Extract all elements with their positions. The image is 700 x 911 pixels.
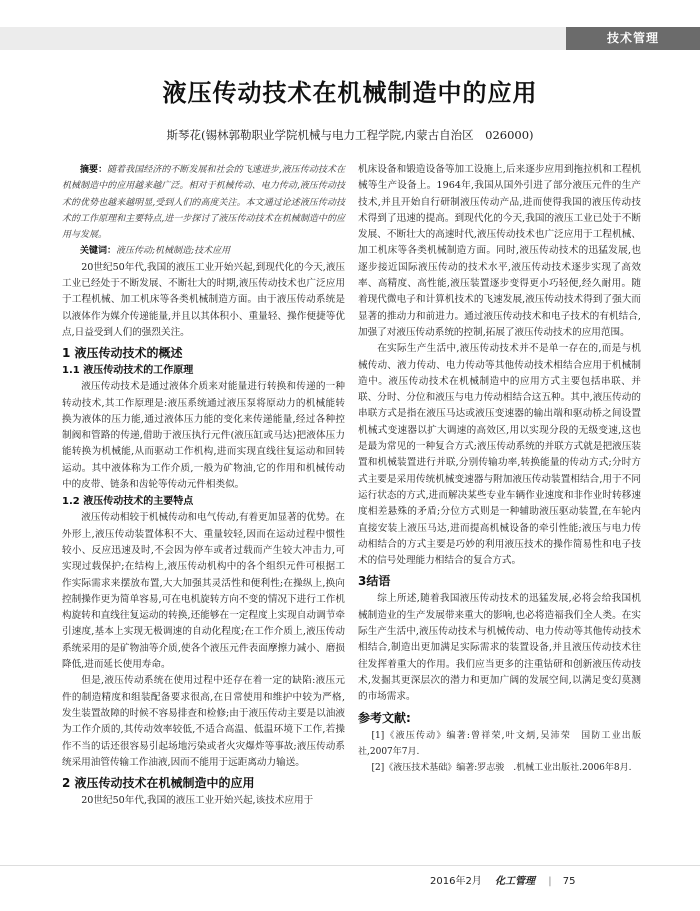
section1-2-paragraph-1: 液压传动相较于机械传动和电气传动,有着更加显著的优势。在外形上,液压传动装置体积不大、重量较轻,因而在运动过程中惯性较小、反应迅速及时,不会因为停车或者过载而产生较大冲击力,可实现过载保护;在结构上,液压传动机构中的各个组织元件可根据工作实际需求来摆放布置,大大加强其灵活性和便利性;在操纵上,换向控制操作更为简单容易,可在电机旋转方向不变的情况下进行工作机构旋转和直线往复运动的转换,还能够在一定程度上实现自动调节牵引速度,基本上实现无极调速的自动化程度;在工作介质上,液压传动系统采用的是矿物油等介质,使各个液压元件表面摩擦力减小、磨损降低,进而延长使用寿命。 xyxy=(62,512,345,671)
page-footer xyxy=(430,872,575,887)
section3-text: 综上所述,随着我国液压传动技术的迅猛发展,必将会给我国机械制造业的生产发展带来重大的影响,也必将造福我们全人类。在实际生产生活中,液压传动技术与机械传动、电力传动等其他传动技术相结合,制造出更加满足实际需求的装置设备,并且液压传动技术往往发挥着重大的作用。我们应当更多的注重钻研和创新液压传动技术,发掘其更深层次的潜力和更加广阔的发展空间,以满足变幻莫测的市场需求。 xyxy=(358,593,641,703)
section1-2-heading: 1.2 液压传动技术的主要特点 xyxy=(62,496,194,508)
intro-paragraph: 20世纪50年代,我国的液压工业开始兴起,到现代化的今天,液压工业已经处于不断发展、不断壮大的时期,液压传动技术也广泛应用于工程机械、加工机床等各类机械制造方面。由于液压传动系统是以液体作为媒介传递能量,并且以其体积小、重量轻、操作便捷等优点,日益受到人们的强烈关注。 xyxy=(62,261,346,338)
section1-1-heading: 1.1 液压传动技术的工作原理 xyxy=(62,365,194,377)
abstract-label: 摘要： xyxy=(80,165,108,175)
footer-separator: | xyxy=(548,876,552,887)
reference-item-1: [1]《液压传动》编著:曾祥荣,叶文炳,吴沛荣 国防工业出版社,2007年7月. xyxy=(358,730,641,757)
section1-heading: 1 液压传动技术的概述 xyxy=(62,346,183,361)
keywords xyxy=(62,243,345,259)
keywords-text: 液压传动;机械制造;技术应用 xyxy=(116,246,231,257)
keywords-label: 关键词： xyxy=(80,246,117,257)
section2-paragraph-1-start xyxy=(62,793,345,809)
section2-paragraph-1-head: 20世纪50年代,我国的液压工业开始兴起,该技术应用于 xyxy=(81,795,314,807)
section2-paragraph-2: 在实际生产生活中,液压传动技术并不是单一存在的,而是与机械传动、液力传动、电力传动等其他传动技术相结合应用于机械制造中。液压传动技术在机械制造中的应用方式主要包括串联、并联、分时、分位和液压与电力传动相结合这五种。其中,液压传动的串联方式是指在液压马达或液压变速器的输出端和驱动桥之间设置机械式变速器以扩大调速的高效区,用以实现分段的无级变速,这也是最为常见的一种复合方式;液压传动系统的并联方式就是把液压装置和机械装置进行并联,分别传输功率,转换能量的传动方式;分时方式主要是采用传统机械变速器与附加液压传动装置相结合,用于不同运行状态的方式,进而解决某些专业车辆作业速度和非作业时转移速度相差悬殊的矛盾;分位方式则是一种辅助液压驱动装置,在车轮内直接安装上液压马达,进而提高机械设备的牵引性能;液压与电力传动相结合的方式主要是巧妙的利用液压技术的操作简易性和电子技术的信号处理能力相结合的复合方式。 xyxy=(358,343,641,567)
footer-divider xyxy=(0,865,700,866)
article-title: 液压传动技术在机械制造中的应用 xyxy=(162,79,538,107)
references-heading: 参考文献: xyxy=(358,710,411,725)
footer-magazine: 化工管理 xyxy=(495,876,535,887)
footer-date: 2016年2月 xyxy=(430,876,482,887)
section1-2-paragraph-2: 但是,液压传动系统在使用过程中还存在着一定的缺陷:液压元件的制造精度和组装配备要求很高,在日常使用和维护中较为严格,发生装置故障的时候不容易排查和检修;由于液压传动主要是以油液为工作介质的,其传动效率较低,不适合高温、低温环境下工作,若操作不当的话还很容易引起场地污染或者火灾爆炸等事故;液压传动系统采用油管传输工作油液,因而不能用于远距离动力输送。 xyxy=(62,675,345,768)
right-column xyxy=(358,162,641,776)
abstract-text: 随着我国经济的不断发展和社会的飞速进步,液压传动技术在机械制造中的应用越来越广泛。相对于机械传动、电力传动,液压传动技术的优势也越来越明显,受到人们的高度关注。本文通过论述液压传动技术的工作原理和主要特点,进一步探讨了液压传动技术在机械制造中的应用与发展。 xyxy=(62,165,345,241)
section2-paragraph-1-cont xyxy=(358,162,641,341)
section-tag: 技术管理 xyxy=(566,27,700,50)
page-number: 75 xyxy=(562,876,576,887)
section1-1-text: 液压传动技术是通过液体介质来对能量进行转换和传递的一种转动技术,其工作原理是:液压系统通过液压泵将原动力的机械能转换为液体的压力能,通过液体压力能的变化来传递能量,经过各种控制阀和管路的传递,借助于液压执行元件(液压缸或马达)把液体压力能转换为机械能,从而驱动工作机构,进而实现直线往复运动和回转运动。其中液体称为工作介质,一般为矿物油,它的作用和机械传动中的皮带、链条和齿轮等传动元件相类似。 xyxy=(62,381,345,491)
section3-heading: 3结语 xyxy=(358,574,391,589)
section2-heading: 2 液压传动技术在机械制造中的应用 xyxy=(62,776,255,791)
left-column xyxy=(62,162,345,809)
author-line: 斯琴花(锡林郭勒职业学院机械与电力工程学院,内蒙古自治区 026000) xyxy=(166,128,534,142)
section2-paragraph-1-tail: 机床设备和锻造设备等加工设施上,后来逐步应用到拖拉机和工程机械等生产设备上。1964年,我国从国外引进了部分液压元件的生产技术,并且开始自行研制液压传动产品,进而使得我国的液压传动技术得到了迅速的提高。到现代化的今天,我国的液压工业已处于不断发展、不断壮大的高速时代,液压传动技术也广泛应用于工程机械、加工机床等各类机械制造方面。同时,液压传动技术的迅猛发展,也逐步接近国际液压传动的技术水平,液压传动技术逐步实现了高效率、高精度、高性能,液压装置逐步变得更小巧轻便,经久耐用。随着现代微电子和计算机技术的飞速发展,液压传动技术得到了强大而显著的推动力和前进力。通过液压传动技术和电子技术的有机结合,加强了对液压传动系统的控制,拓展了液压传动技术的应用范围。 xyxy=(358,164,641,338)
reference-item-2: [2]《液压技术基础》编著:罗志骏 .机械工业出版社.2006年8月. xyxy=(371,762,632,773)
abstract xyxy=(62,162,345,243)
